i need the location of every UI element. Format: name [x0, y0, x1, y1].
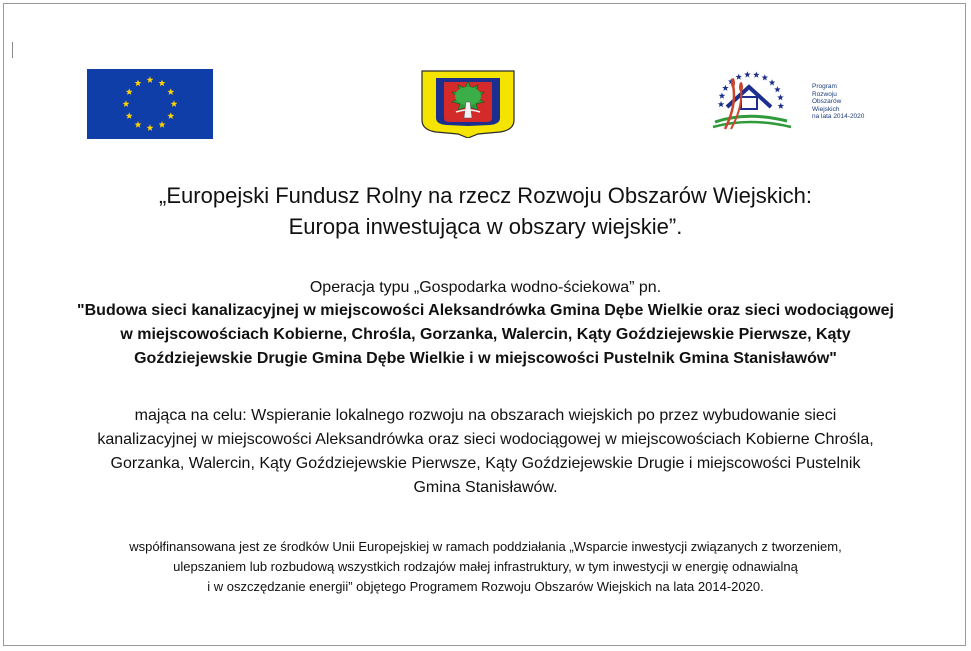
operation-name-line-1: "Budowa sieci kanalizacyjnej w miejscowości Aleksandrówka Gmina Dębe Wielkie oraz sieci wodociągowej — [77, 302, 894, 319]
goal-paragraph — [0, 404, 971, 500]
title-line-1: „Europejski Fundusz Rolny na rzecz Rozwoju Obszarów Wiejskich: — [159, 183, 812, 208]
prow-star — [762, 74, 768, 80]
prow-line-5: na lata 2014-2020 — [812, 113, 865, 120]
operation-intro: Operacja typu „Gospodarka wodno-ściekowa” pn. — [309, 279, 662, 296]
prow-star — [744, 71, 750, 77]
cofinancing-line-1: współfinansowana jest ze środków Unii Europejskiej w ramach poddziałania „Wsparcie inwestycji związanych z tworzeniem, — [129, 539, 842, 554]
text-cursor — [12, 42, 13, 58]
prow-star — [753, 72, 759, 78]
operation-name-line-2: w miejscowościach Kobierne, Chrośla, Gorzanka, Walercin, Kąty Goździejewskie Pierwsze, Kąty — [120, 326, 851, 343]
prow-star — [722, 85, 728, 91]
prow-star — [769, 79, 775, 85]
coat-of-arms-icon — [420, 68, 516, 138]
poster-title — [0, 180, 971, 242]
cofinancing-line-2: ulepszaniem lub rozbudową wszystkich rodzajów małej infrastruktury, w tym inwestycji w energię odnawialną — [173, 559, 798, 574]
cofinancing-line-3: i w oszczędzanie energii” objętego Programem Rozwoju Obszarów Wiejskich na lata 2014-2020. — [207, 579, 764, 594]
prow-star — [777, 94, 783, 100]
prow-line-3: Obszarów — [812, 98, 842, 105]
goal-line-2: kanalizacyjnej w miejscowości Aleksandrówka oraz sieci wodociągowej w miejscowościach Kobierne Chrośla, — [97, 431, 874, 448]
prow-star — [736, 74, 742, 80]
prow-logo-text — [812, 83, 864, 121]
goal-line-3: Gorzanka, Walercin, Kąty Goździejewskie Pierwsze, Kąty Goździejewskie Drugie i miejscowości Pustelnik — [110, 455, 861, 472]
prow-star — [719, 93, 725, 99]
goal-line-4: Gmina Stanisławów. — [413, 479, 558, 496]
prow-line-1: Program — [812, 83, 837, 90]
operation-name-line-3: Goździejewskie Drugie Gmina Dębe Wielkie i w miejscowości Pustelnik Gmina Stanisławów" — [134, 350, 837, 367]
title-line-2: Europa inwestująca w obszary wiejskie”. — [288, 214, 683, 239]
prow-star — [774, 86, 780, 92]
goal-line-1: mająca na celu: Wspieranie lokalnego rozwoju na obszarach wiejskich po przez wybudowanie sieci — [134, 407, 837, 424]
prow-line-2: Rozwoju — [812, 90, 837, 98]
prow-star — [718, 101, 724, 107]
eu-flag-icon — [87, 69, 213, 139]
cofinancing-paragraph — [0, 537, 971, 597]
operation-name — [0, 299, 971, 371]
prow-line-4: Wiejskich — [812, 105, 840, 113]
prow-star — [778, 103, 784, 109]
